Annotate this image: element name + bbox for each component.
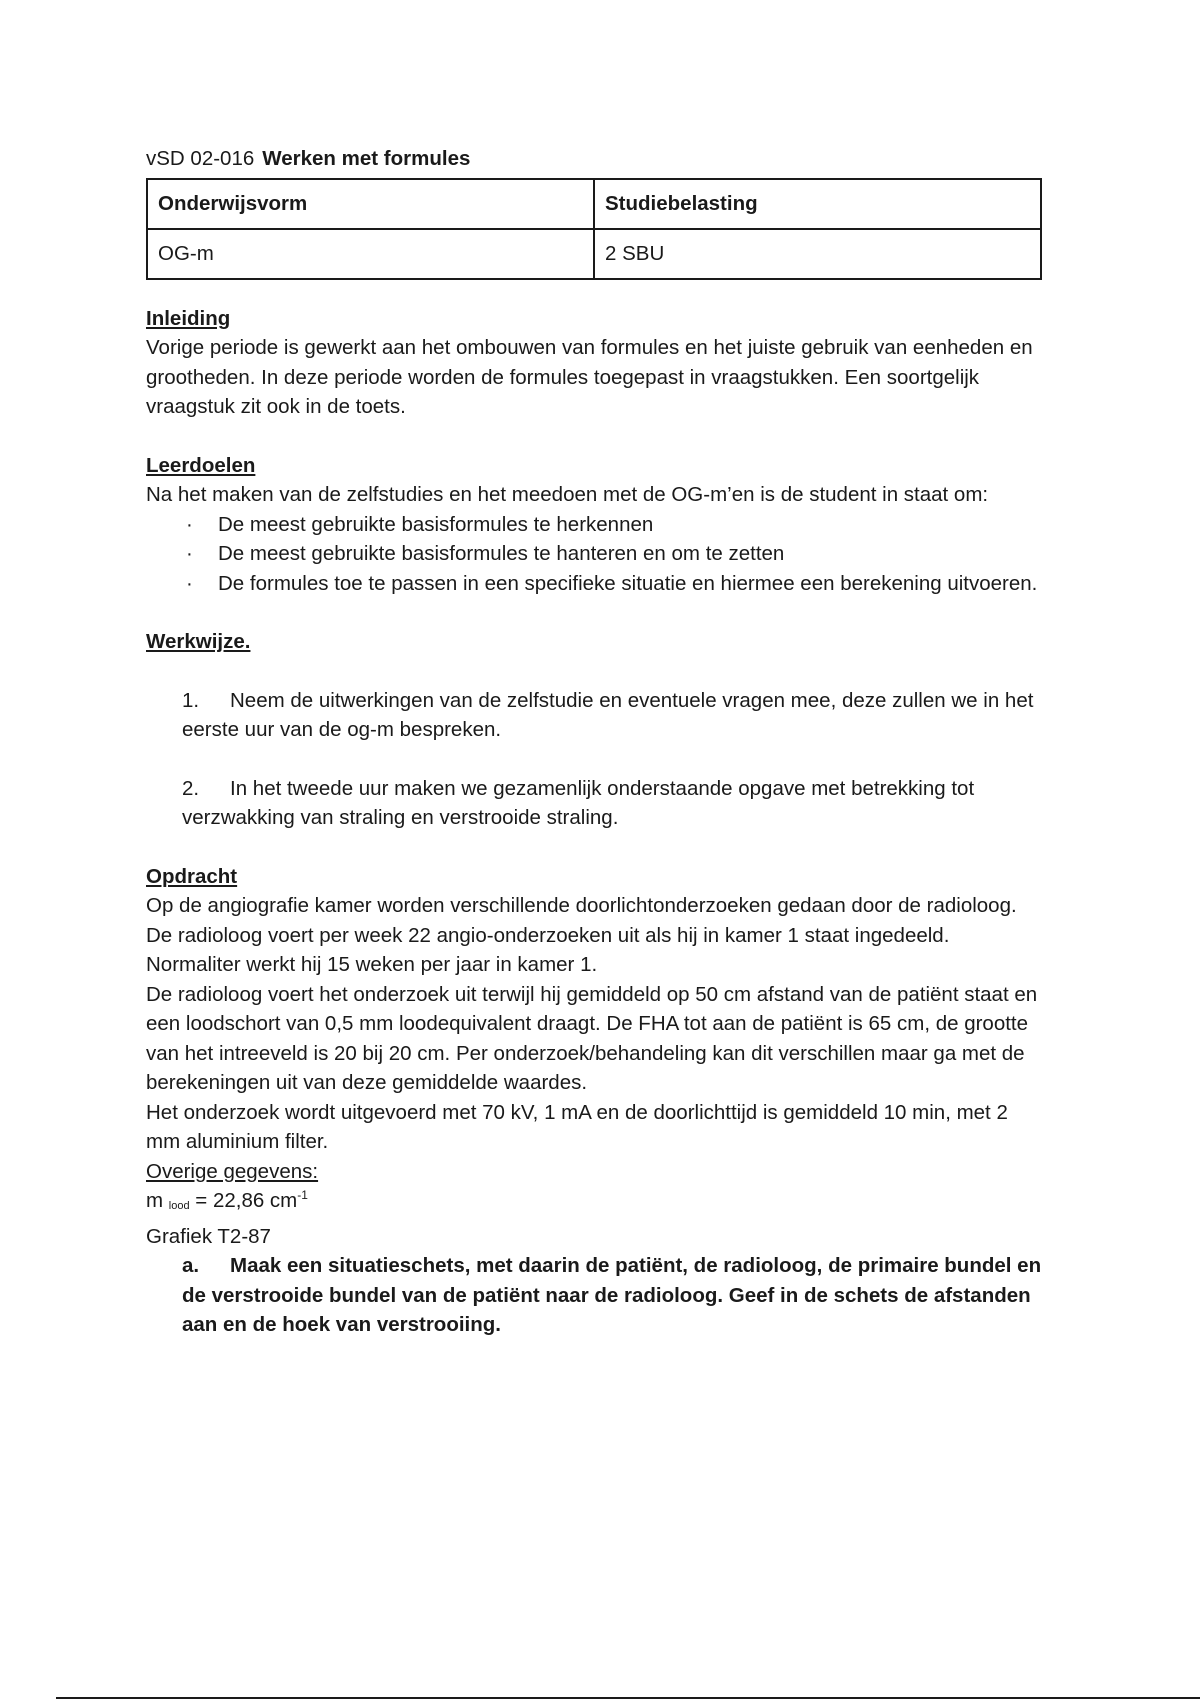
graph-reference: Grafiek T2-87 [146,1224,271,1248]
bullet-glyph: · [186,571,193,595]
section-title-werkwijze: Werkwijze. [146,630,251,653]
info-table-header-studiebelasting: Studiebelasting [594,179,1041,229]
section-title-inleiding: Inleiding [146,306,231,330]
step-number: 2. [182,776,200,800]
werkwijze-steps [146,686,1046,833]
info-table-value-studiebelasting: 2 SBU [594,229,1041,279]
opdracht-paragraph-2: De radioloog voert het onderzoek uit terwijl hij gemiddeld op 50 cm afstand van de patiënt staat en een loodschort van 0,5 mm loodequivalent draagt. De FHA tot aan de patiënt is 65 cm, de grootte van het intreeveld is 20 bij 20 cm. Per onderzoek/behandeling kan dit verschillen maar ga met de berekeningen uit van deze gemiddelde waardes. [146,982,1038,1094]
leerdoelen-intro: Na het maken van de zelfstudies en het meedoen met de OG-m’en is de student in staat om: [146,483,989,506]
bullet-glyph: · [186,542,193,565]
leerdoelen-list [146,510,1046,599]
page-bottom-divider [56,1697,1200,1699]
step-number: 1. [182,688,200,712]
info-table-value-row [147,229,1041,279]
info-table-header-onderwijsvorm: Onderwijsvorm [147,179,594,229]
section-title-opdracht: Opdracht [146,864,238,888]
mu-exponent: -1 [297,1188,308,1202]
leerdoel-text: De formules toe te passen in een specifieke situatie en hiermee een berekening uitvoeren. [218,571,1038,595]
leerdoel-text: De meest gebruikte basisformules te herkennen [218,512,654,536]
mu-subscript: lood [168,1200,190,1212]
list-item [182,569,1046,599]
inleiding-text: Vorige periode is gewerkt aan het ombouwen van formules en het juiste gebruik van eenheden en grootheden. In deze periode worden de formules toegepast in vraagstukken. Een soortgelijk vraagstuk zit ook in de toets. [146,336,1033,418]
leerdoel-text: De meest gebruikte basisformules te hanteren en om te zetten [218,542,785,565]
list-item [182,686,1046,745]
info-table-header-row [147,179,1041,229]
document-code: vSD 02-016 [146,147,255,170]
mu-value: = 22,86 cm [189,1189,298,1212]
opdracht-paragraph-3: Het onderzoek wordt uitgevoerd met 70 kV, 1 mA en de doorlichttijd is gemiddeld 10 min, met 2 mm aluminium filter. [146,1100,1008,1153]
step-text: In het tweede uur maken we gezamenlijk onderstaande opgave met betrekking tot verzwakking van straling en verstrooide straling. [182,776,975,829]
question-text: Maak een situatieschets, met daarin de patiënt, de radioloog, de primaire bundel en de verstrooide bundel van de patiënt naar de radioloog. Geef in de schets de afstanden aan en de hoek van verstrooiing. [182,1254,1042,1336]
bullet-glyph: · [186,512,193,536]
list-item [182,774,1046,833]
document-header [146,144,1046,174]
document-title: Werken met formules [262,147,471,170]
step-text: Neem de uitwerkingen van de zelfstudie en eventuele vragen mee, deze zullen we in het eerste uur van de og-m bespreken. [182,688,1034,741]
question-a [146,1251,1046,1340]
info-table [146,178,1042,280]
mu-symbol: m [146,1189,164,1212]
document-page [146,144,1046,1340]
list-item [182,539,1046,569]
question-label: a. [182,1254,200,1277]
opdracht-paragraph-1: Op de angiografie kamer worden verschillende doorlichtonderzoeken gedaan door de radioloog. De radioloog voert per week 22 angio-onderzoeken uit als hij in kamer 1 staat ingedeeld. Normaliter werkt hij 15 weken per jaar in kamer 1. [146,894,1017,976]
attenuation-coefficient [146,1186,1046,1222]
overige-gegevens-title: Overige gegevens: [146,1159,319,1183]
info-table-value-onderwijsvorm: OG-m [147,229,594,279]
section-title-leerdoelen: Leerdoelen [146,453,256,477]
list-item [182,510,1046,540]
